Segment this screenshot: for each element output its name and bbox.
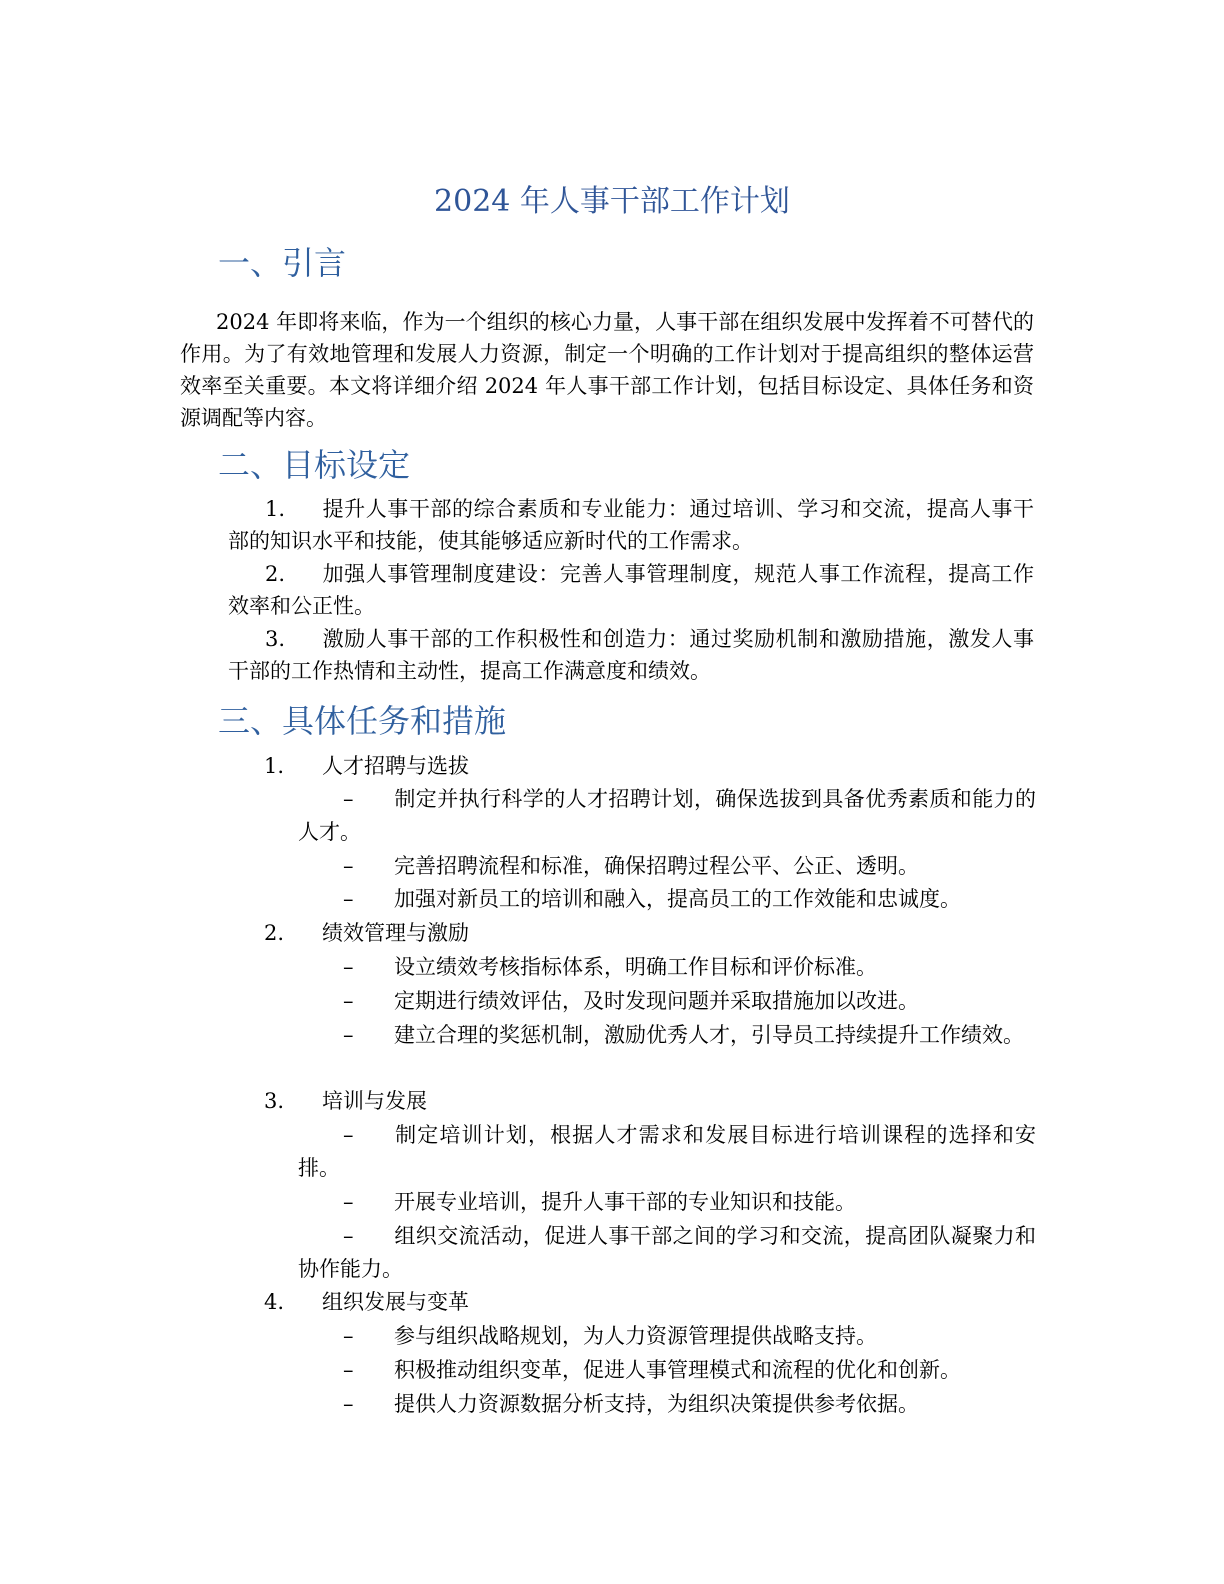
task-bullet <box>298 1220 1036 1286</box>
bullet-text: 制定并执行科学的人才招聘计划，确保选拔到具备优秀素质和能力的人才。 <box>298 787 1036 844</box>
goal-number: 1. <box>265 497 286 521</box>
task-heading <box>264 750 469 782</box>
task-heading <box>264 1286 469 1318</box>
task-title: 绩效管理与激励 <box>322 921 469 945</box>
bullet-text: 制定培训计划，根据人才需求和发展目标进行培训课程的选择和安排。 <box>298 1123 1036 1180</box>
goal-item <box>228 623 1034 687</box>
section-heading-tasks: 三、具体任务和措施 <box>218 702 507 740</box>
section-heading-introduction: 一、引言 <box>218 244 347 282</box>
goal-number: 3. <box>265 627 286 651</box>
task-bullet <box>298 985 1036 1018</box>
task-bullet <box>298 1186 1036 1219</box>
section-heading-goals: 二、目标设定 <box>218 446 411 484</box>
dash-marker: – <box>343 787 354 811</box>
bullet-text: 完善招聘流程和标准，确保招聘过程公平、公正、透明。 <box>394 854 919 878</box>
dash-marker: – <box>343 989 354 1013</box>
dash-marker: – <box>343 1224 354 1248</box>
task-heading <box>264 917 469 949</box>
dash-marker: – <box>343 1123 354 1147</box>
task-bullet <box>298 1119 1036 1185</box>
bullet-text: 定期进行绩效评估，及时发现问题并采取措施加以改进。 <box>394 989 919 1013</box>
task-bullet <box>298 1019 1036 1052</box>
dash-marker: – <box>343 887 354 911</box>
goal-item <box>228 493 1034 557</box>
bullet-text: 参与组织战略规划，为人力资源管理提供战略支持。 <box>394 1324 877 1348</box>
bullet-text: 设立绩效考核指标体系，明确工作目标和评价标准。 <box>394 955 877 979</box>
task-bullet <box>298 951 1036 984</box>
task-bullet <box>298 883 1036 916</box>
bullet-text: 加强对新员工的培训和融入，提高员工的工作效能和忠诚度。 <box>394 887 961 911</box>
task-number: 4. <box>264 1290 285 1314</box>
bullet-text: 积极推动组织变革，促进人事管理模式和流程的优化和创新。 <box>394 1358 961 1382</box>
dash-marker: – <box>343 1358 354 1382</box>
document-title: 2024 年人事干部工作计划 <box>434 184 790 219</box>
dash-marker: – <box>343 1023 354 1047</box>
dash-marker: – <box>343 955 354 979</box>
task-bullet <box>298 1354 1036 1387</box>
bullet-text: 组织交流活动，促进人事干部之间的学习和交流，提高团队凝聚力和协作能力。 <box>298 1224 1036 1281</box>
task-title: 组织发展与变革 <box>322 1290 469 1314</box>
task-title: 人才招聘与选拔 <box>322 754 469 778</box>
dash-marker: – <box>343 854 354 878</box>
task-bullet <box>298 1320 1036 1353</box>
bullet-text: 提供人力资源数据分析支持，为组织决策提供参考依据。 <box>394 1392 919 1416</box>
goal-text: 加强人事管理制度建设：完善人事管理制度，规范人事工作流程，提高工作效率和公正性。 <box>228 562 1034 618</box>
task-number: 3. <box>264 1089 285 1113</box>
introduction-paragraph: 2024 年即将来临，作为一个组织的核心力量，人事干部在组织发展中发挥着不可替代的作用。为了有效地管理和发展人力资源，制定一个明确的工作计划对于提高组织的整体运营效率至关重要。本文将详细介绍 2024 年人事干部工作计划，包括目标设定、具体任务和资源调配等内容。 <box>180 310 1034 430</box>
goal-text: 提升人事干部的综合素质和专业能力：通过培训、学习和交流，提高人事干部的知识水平和技能，使其能够适应新时代的工作需求。 <box>228 497 1034 553</box>
goal-item <box>228 558 1034 622</box>
goal-number: 2. <box>265 562 286 586</box>
bullet-text: 开展专业培训，提升人事干部的专业知识和技能。 <box>394 1190 856 1214</box>
goal-text: 激励人事干部的工作积极性和创造力：通过奖励机制和激励措施，激发人事干部的工作热情和主动性，提高工作满意度和绩效。 <box>228 627 1034 683</box>
dash-marker: – <box>343 1392 354 1416</box>
dash-marker: – <box>343 1190 354 1214</box>
task-number: 1. <box>264 754 285 778</box>
task-bullet <box>298 1388 1036 1421</box>
task-bullet <box>298 783 1036 849</box>
task-title: 培训与发展 <box>322 1089 427 1113</box>
dash-marker: – <box>343 1324 354 1348</box>
bullet-text: 建立合理的奖惩机制，激励优秀人才，引导员工持续提升工作绩效。 <box>394 1023 1024 1047</box>
task-number: 2. <box>264 921 285 945</box>
task-heading <box>264 1085 427 1117</box>
task-bullet <box>298 850 1036 883</box>
